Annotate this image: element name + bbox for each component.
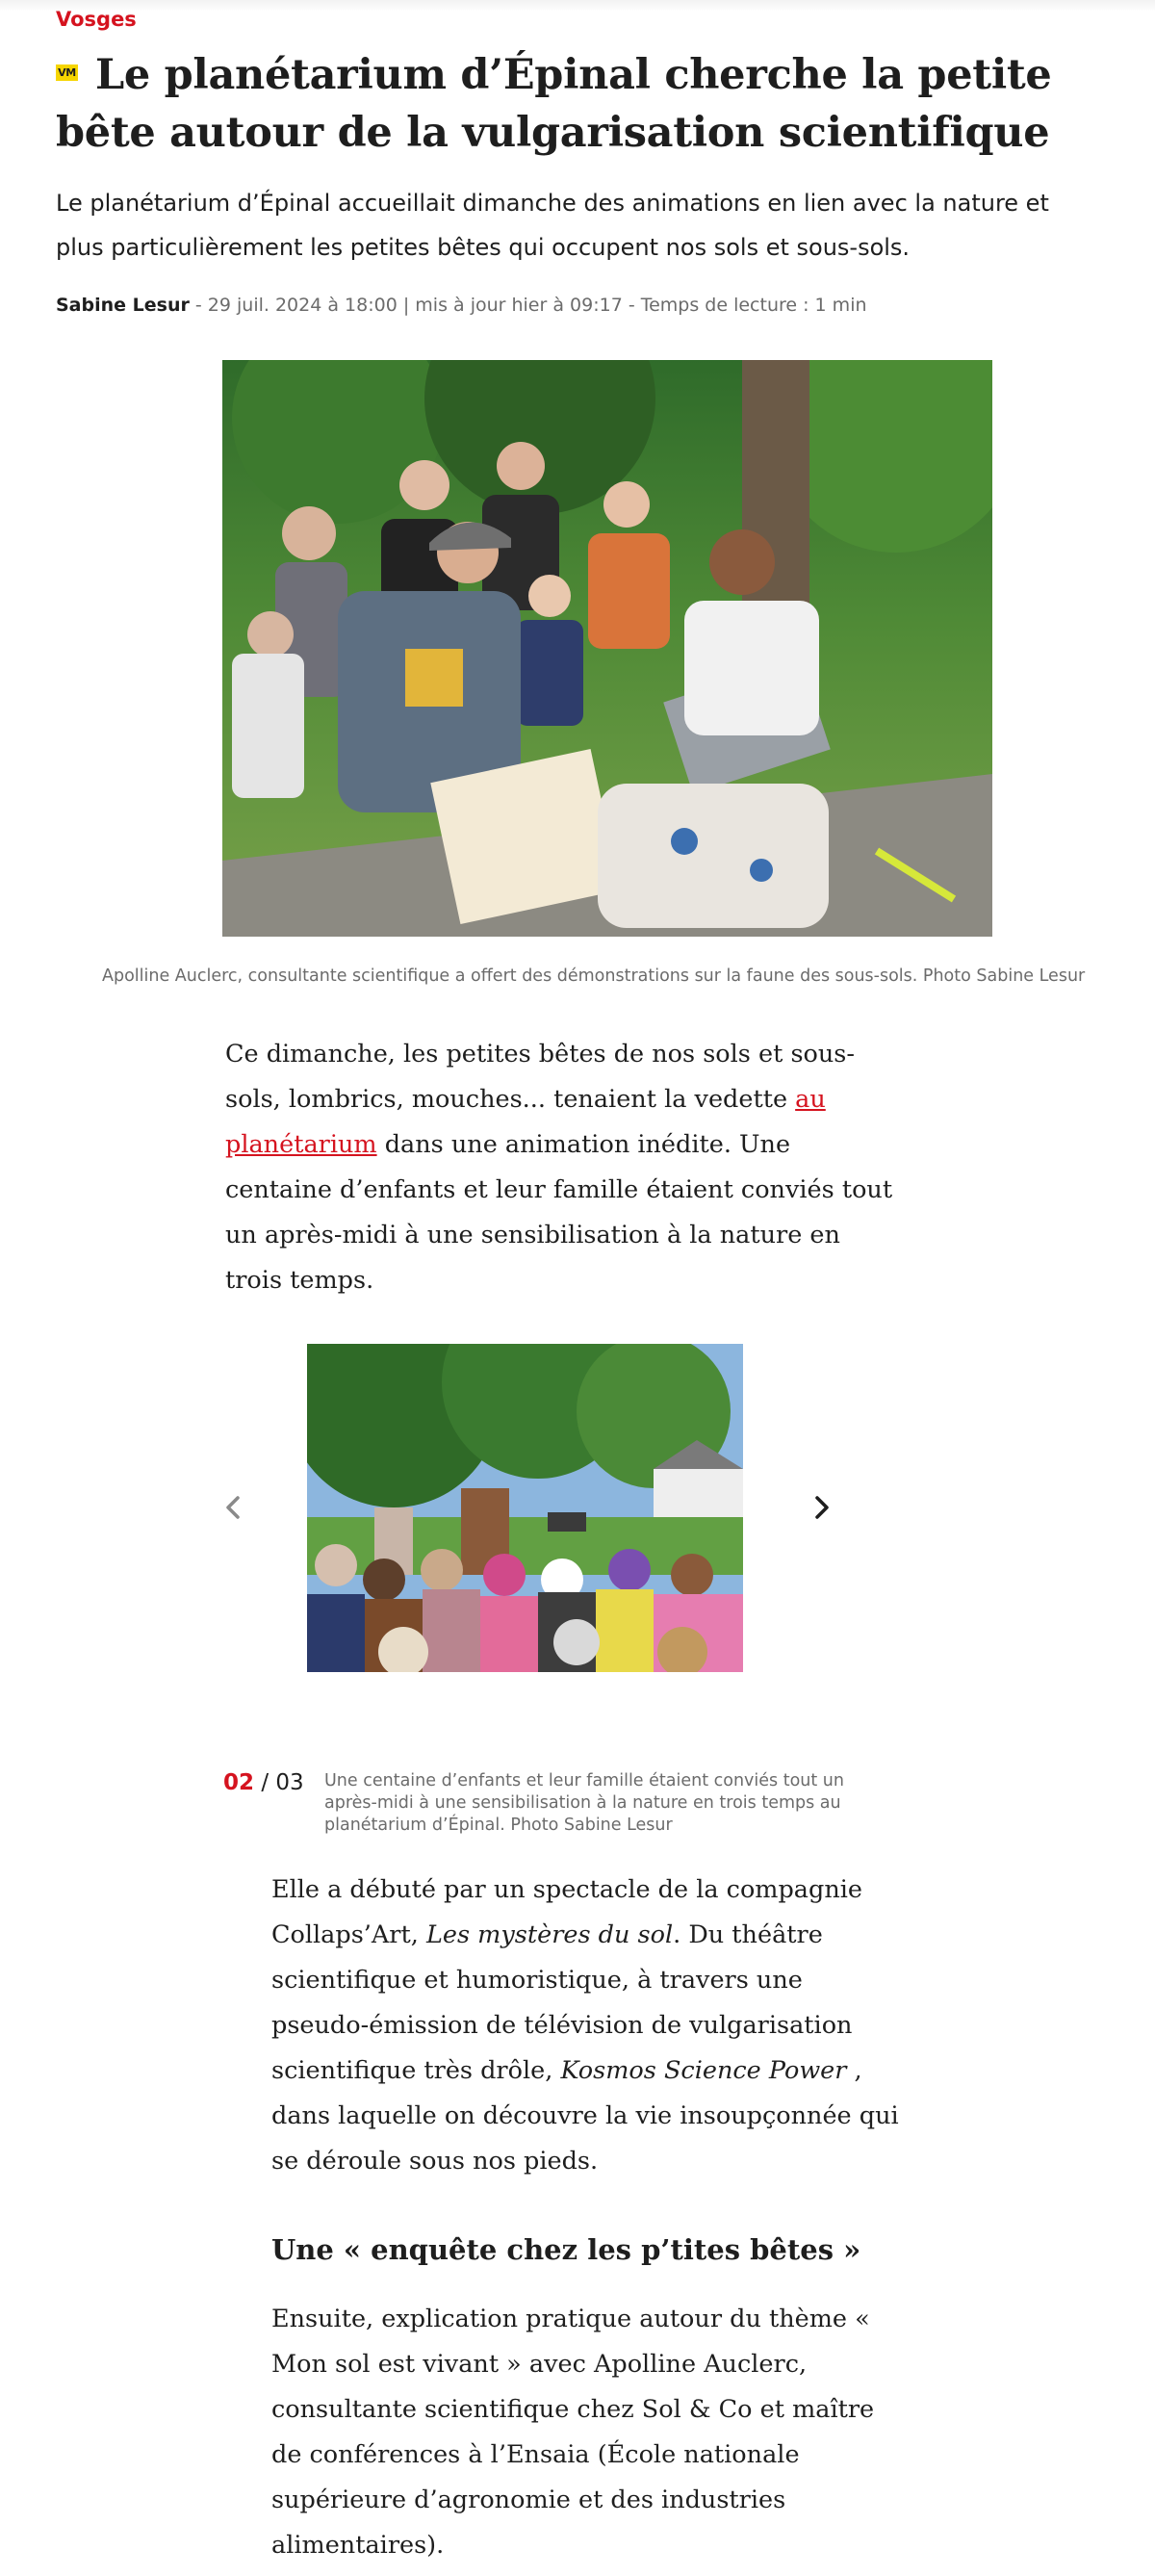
paragraph-spectacle: [271, 1868, 907, 2184]
article-title-text: Le planétarium d’Épinal cherche la petite bête autour de la vulgarisation scientifique: [56, 51, 1052, 157]
slide-caption: Une centaine d’enfants et leur famille étaient conviés tout un après-midi à une sensibilisation à la nature en trois temps au planétarium d’Épinal. Photo Sabine Lesur: [324, 1771, 844, 1835]
paragraph-text: Elle a débuté par un spectacle de la compagnie Collaps’Art,: [271, 1875, 862, 1949]
slide-counter: [223, 1770, 304, 1795]
show-title: Les mystères du sol: [425, 1920, 674, 1949]
slide-total: 03: [275, 1770, 304, 1795]
section-kicker[interactable]: Vosges: [56, 8, 137, 31]
slider-prev-button[interactable]: [219, 1488, 248, 1527]
slider-next-button[interactable]: [807, 1488, 835, 1527]
tv-show-title: Kosmos Science Power: [560, 2056, 847, 2085]
author-name[interactable]: Sabine Lesur: [56, 295, 190, 316]
planetarium-link[interactable]: au planétarium: [225, 1085, 826, 1159]
slide-separator: /: [254, 1770, 276, 1795]
paragraph-text: Ce dimanche, les petites bêtes de nos sols et sous-sols, lombrics, mouches... tenaient la vedette: [225, 1040, 856, 1114]
vm-badge: VM: [56, 64, 78, 81]
slide-photo[interactable]: [307, 1344, 743, 1672]
paragraph-intro: [225, 1032, 899, 1303]
paragraph-text: , dans laquelle on découvre la vie insoupçonnée qui se déroule sous nos pieds.: [271, 2056, 899, 2176]
byline: [56, 295, 867, 316]
slide-current: 02: [223, 1770, 255, 1795]
article-lead: Le planétarium d’Épinal accueillait dimanche des animations en lien avec la nature et plus particulièrement les petites bêtes qui occupent nos sols et sous-sols.: [56, 190, 1049, 261]
photo-slider: [218, 1344, 834, 1675]
paragraph-text: . Du théâtre scientifique et humoristique, à travers une pseudo-émission de télévision de vulgarisation scientifique très drôle,: [271, 1920, 853, 2085]
paragraph-explanation: Ensuite, explication pratique autour du thème « Mon sol est vivant » avec Apolline Auclerc, consultante scientifique chez Sol & Co et maître de conférences à l’Ensaia (École nationale supérieure d’agronomie et des industries alimentaires).: [271, 2305, 875, 2560]
chevron-left-icon: [219, 1488, 248, 1527]
main-photo-caption: Apolline Auclerc, consultante scientifique a offert des démonstrations sur la faune des sous-sols. Photo Sabine Lesur: [102, 966, 1086, 986]
publish-meta: - 29 juil. 2024 à 18:00 | mis à jour hier à 09:17 - Temps de lecture : 1 min: [189, 295, 867, 316]
top-shadow: [0, 0, 1155, 12]
main-photo[interactable]: [222, 360, 992, 937]
article-title: [56, 46, 1095, 162]
paragraph-text: dans une animation inédite. Une centaine d’enfants et leur famille étaient conviés tout un après-midi à une sensibilisation à la nature en trois temps.: [225, 1130, 893, 1295]
section-subheading: Une « enquête chez les p’tites bêtes »: [271, 2233, 861, 2266]
chevron-right-icon: [807, 1488, 835, 1527]
